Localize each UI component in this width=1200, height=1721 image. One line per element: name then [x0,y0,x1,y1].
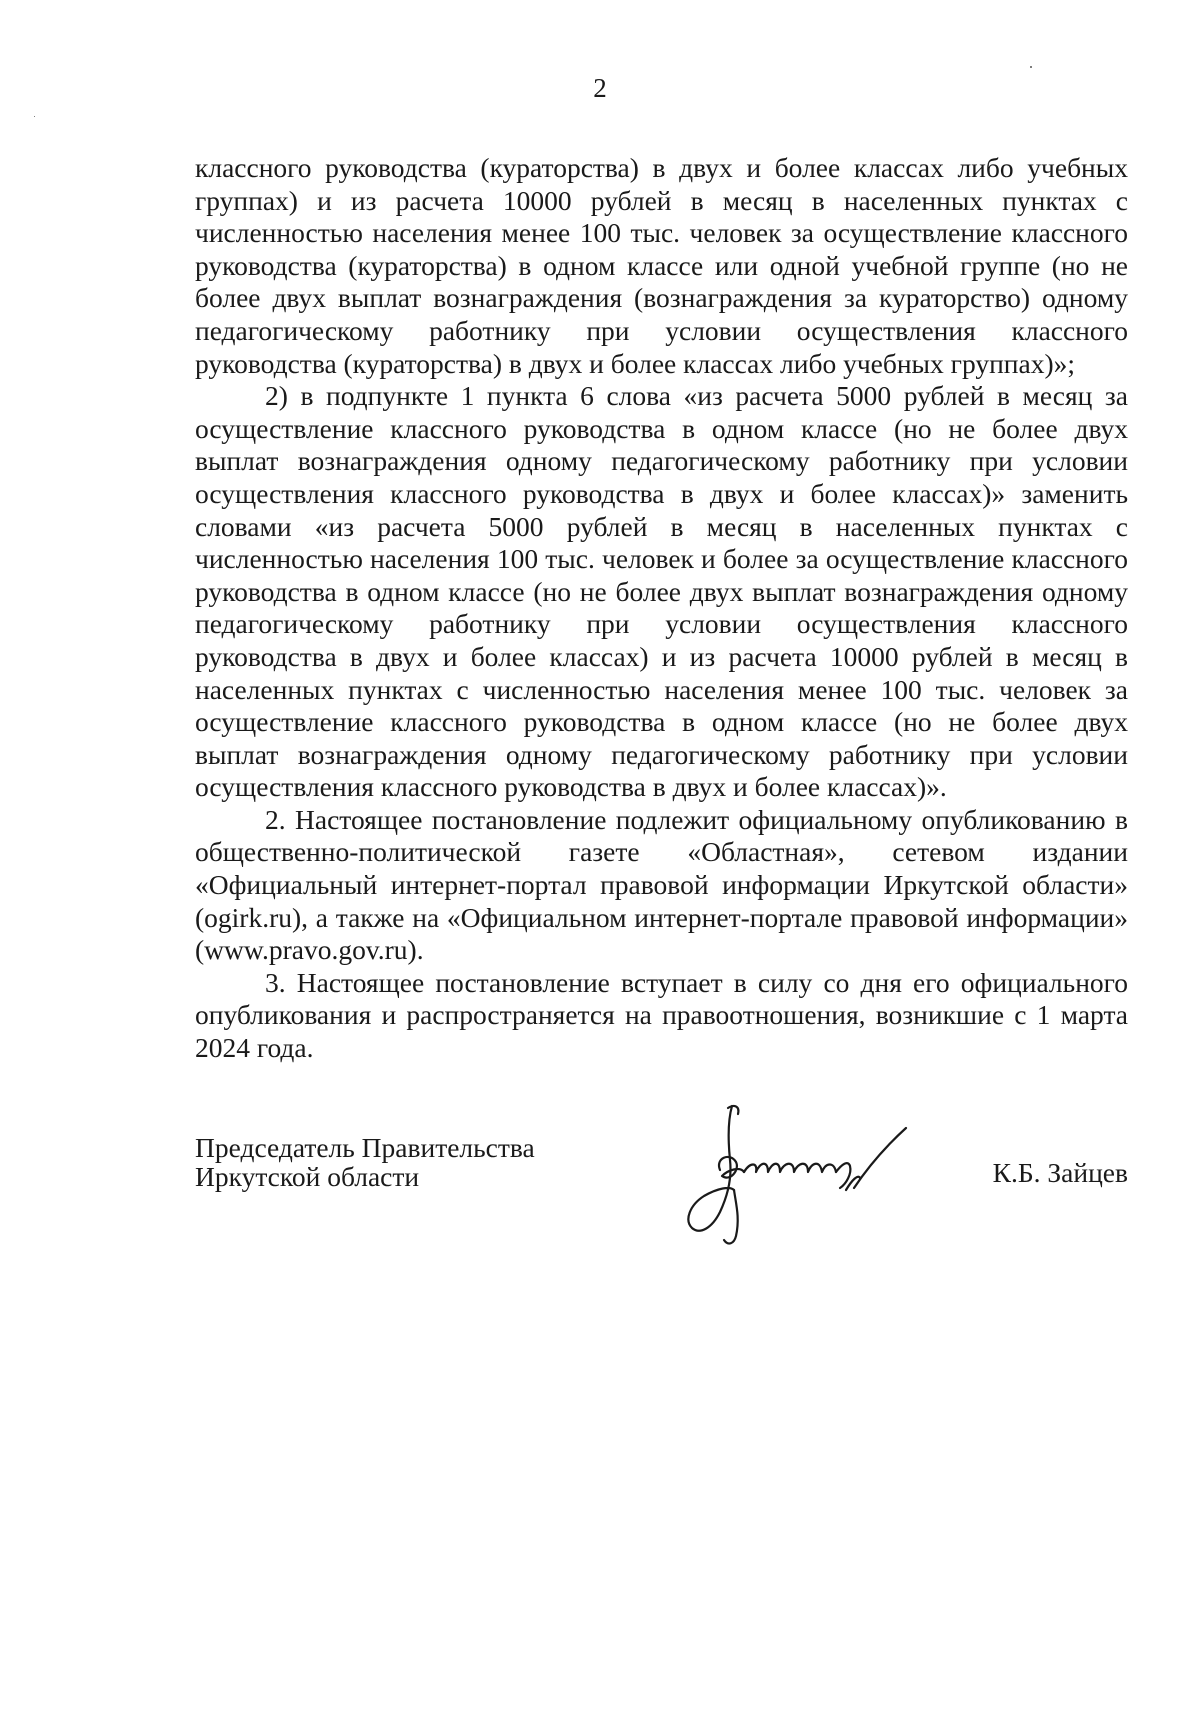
document-body [195,152,1128,1065]
signatory-title [195,1133,535,1191]
page-number: 2 [593,73,607,103]
signatory-title-line-2: Иркутской области [195,1161,420,1192]
paragraph-item-2: 2. Настоящее постановление подлежит официальному опубликованию в общественно-политической газете «Областная», сетевом издании «Официальный интернет-портал правовой информации Иркутской области» (ogirk.ru), а также на «Официальном интернет-портале правовой информации» (www.pravo.gov.ru). [195,803,1128,966]
paragraph-continuation: классного руководства (кураторства) в двух и более классах либо учебных группах) и из расчета 10000 рублей в месяц в населенных пунктах с численностью населения менее 100 тыс. человек за осуществление классного руководства (кураторства) в одном классе или одной учебной группе (но не более двух выплат вознаграждения (вознаграждения за кураторство) одному педагогическому работнику при условии осуществления классного руководства (кураторства) в двух и более классах либо учебных группах)»; [195,152,1128,379]
scan-speck [34,116,35,117]
signatory-title-line-1: Председатель Правительства [195,1132,535,1163]
scan-speck [1030,66,1032,68]
signatory-name: К.Б. Зайцев [992,1157,1128,1188]
paragraph-subitem-2: 2) в подпункте 1 пункта 6 слова «из расчета 5000 рублей в месяц за осуществление классного руководства в одном классе (но не более двух выплат вознаграждения одному педагогическому работнику при условии осуществления классного руководства в двух и более классах)» заменить словами «из расчета 5000 рублей в месяц в населенных пунктах с численностью населения 100 тыс. человек и более за осуществление классного руководства в одном классе (но не более двух выплат вознаграждения одному педагогическому работнику при условии осуществления классного руководства в двух и более классах) и из расчета 10000 рублей в месяц в населенных пунктах с численностью населения менее 100 тыс. человек за осуществление классного руководства в одном классе (но не более двух выплат вознаграждения одному педагогическому работнику при условии осуществления классного руководства в двух и более классах)». [195,380,1128,803]
paragraph-item-3: 3. Настоящее постановление вступает в силу со дня его официального опубликования и распространяется на правоотношения, возникшие с 1 марта 2024 года. [195,966,1128,1064]
handwritten-signature [670,1100,950,1250]
